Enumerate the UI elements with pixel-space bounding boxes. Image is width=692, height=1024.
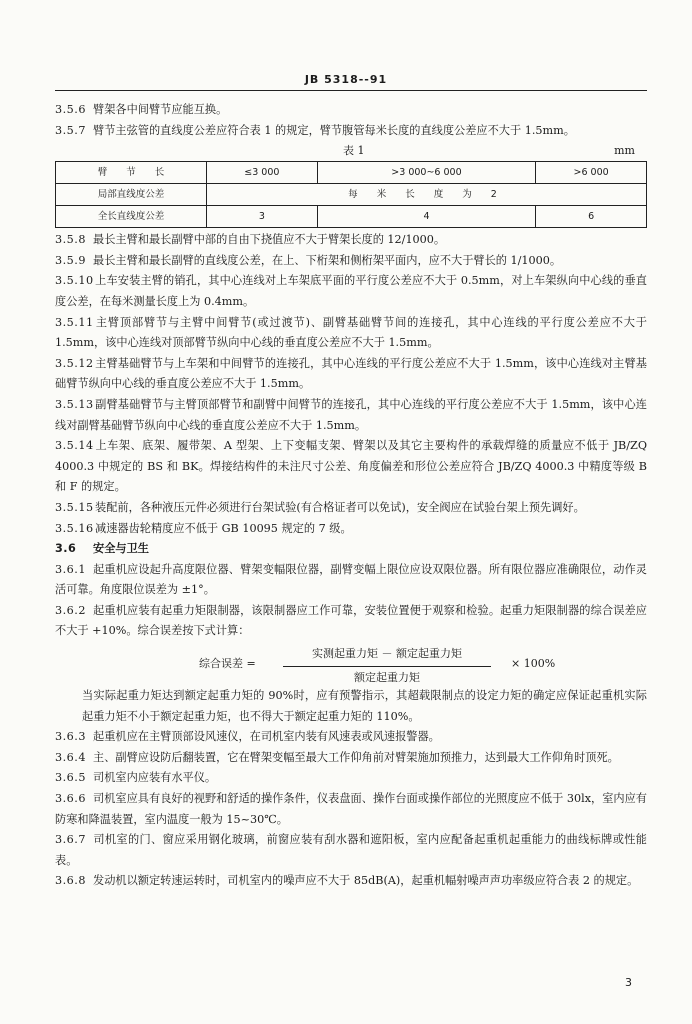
section-title: 安全与卫生 <box>93 542 149 556</box>
clause-text: 司机室应具有良好的视野和舒适的操作条件，仪表盘面、操作台面或操作部位的光照度应不低于 30lx，室内应有防寒和降温装置，室内温度一般为 15~30℃。 <box>55 792 647 826</box>
clause-3-6-6 <box>55 789 647 830</box>
formula-explanation: 当实际起重力矩达到额定起重力矩的 90%时，应有预警指示，其超载限制点的设定力矩的确定应保证起重机实际起重力矩不小于额定起重力矩，也不得大于额定起重力矩的 110%。 <box>82 689 647 723</box>
clause-3-6-2 <box>55 601 647 642</box>
formula-numerator: 实测起重力矩 － 额定起重力矩 <box>312 647 462 661</box>
clause-text: 主臂基础臂节与上车架和中间臂节的连接孔，其中心连线的平行度公差应不大于 1.5mm，该中心连线对主臂基础臂节纵向中心线的垂直度公差应不大于 1.5mm。 <box>55 356 647 391</box>
clause-3-5-12 <box>55 354 647 395</box>
clause-text: 主、副臂应设防后翻装置，它在臂架变幅至最大工作仰角前对臂架施加预推力，达到最大工作仰角时顶死。 <box>93 750 619 764</box>
clause-number: 3.6.5 <box>55 771 86 785</box>
table-header-cell: >6 000 <box>536 162 647 184</box>
clause-number: 3.6.8 <box>55 874 86 888</box>
clause-3-5-11 <box>55 313 647 354</box>
clause-text: 臂节主弦管的直线度公差应符合表 1 的规定，臂节腹管每米长度的直线度公差应不大于 1.5mm。 <box>93 123 575 137</box>
clause-text: 起重机应在主臂顶部设风速仪，在司机室内装有风速表或风速报警器。 <box>93 730 440 744</box>
table-header-cell: 臂 节 长 <box>56 162 207 184</box>
document-header: JB 5318--91 <box>304 73 388 86</box>
clause-3-5-9 <box>55 251 647 272</box>
formula-fraction <box>277 644 497 688</box>
clause-text: 司机室内应装有水平仪。 <box>93 771 217 785</box>
clause-text: 主臂顶部臂节与主臂中间臂节(或过渡节)、副臂基础臂节间的连接孔，其中心连线的平行度公差应不大于 1.5mm，该中心连线对顶部臂节纵向中心线的垂直度公差应不大于 1.5mm。 <box>55 315 647 350</box>
clause-number: 3.5.16 <box>55 521 94 535</box>
page-number: 3 <box>625 976 632 989</box>
clause-text: 装配前，各种液压元件必须进行台架试验(有合格证者可以免试)，安全阀应在试验台架上预先调好。 <box>95 500 585 514</box>
straightness-tolerance-table <box>55 161 647 228</box>
table-title: 表 1 <box>343 144 365 158</box>
section-3-6-heading <box>55 539 647 560</box>
clause-3-6-1 <box>55 560 647 601</box>
header-rule <box>55 90 647 91</box>
clause-number: 3.6.7 <box>55 833 86 847</box>
clause-text: 起重机应设起升高度限位器、臂架变幅限位器，副臂变幅上限位应设双限位器。所有限位器应准确限位，动作灵活可靠。角度限位误差为 ±1°。 <box>55 562 647 597</box>
clause-number: 3.5.13 <box>55 397 94 411</box>
table-header-cell: ≤3 000 <box>207 162 318 184</box>
table-unit: mm <box>614 144 635 158</box>
clause-number: 3.5.7 <box>55 123 86 137</box>
clause-3-5-6 <box>55 100 647 121</box>
clause-3-5-8 <box>55 230 647 251</box>
error-formula <box>55 644 647 684</box>
clause-number: 3.5.14 <box>55 439 94 453</box>
clause-number: 3.5.6 <box>55 103 86 116</box>
clause-3-5-14 <box>55 436 647 498</box>
clause-text: 上车架、底架、履带架、A 型架、上下变幅支架、臂架以及其它主要构件的承载焊缝的质量应不低于 JB/ZQ 4000.3 中规定的 BS 和 BK。焊接结构件的未注尺寸公差、角度偏差和形位公差应符合 JB/ZQ 4000.3 中精度等级 B 和 F 的规定。 <box>55 439 647 494</box>
clause-text: 臂架各中间臂节应能互换。 <box>93 103 228 116</box>
clause-number: 3.5.10 <box>55 274 94 288</box>
clause-number: 3.5.15 <box>55 500 94 514</box>
clause-text: 最长主臂和最长副臂的直线度公差，在上、下桁架和侧桁架平面内，应不大于臂长的 1/1000。 <box>93 253 562 267</box>
formula-lhs: 综合误差 = <box>199 657 256 671</box>
clause-text: 起重机应装有起重力矩限制器，该限制器应工作可靠，安装位置便于观察和检验。起重力矩限制器的综合误差应不大于 +10%。综合误差按下式计算： <box>55 603 647 638</box>
clause-number: 3.5.11 <box>55 315 94 329</box>
clause-text: 司机室的门、窗应采用钢化玻璃，前窗应装有刮水器和遮阳板，室内应配备起重机起重能力的曲线标牌或性能表。 <box>55 833 647 867</box>
clause-3-6-4 <box>55 748 647 769</box>
clause-3-5-7 <box>55 121 647 142</box>
section-number: 3.6 <box>55 542 77 556</box>
clause-number: 3.5.8 <box>55 233 86 247</box>
clause-number: 3.5.9 <box>55 253 86 267</box>
clause-number: 3.6.3 <box>55 730 86 744</box>
clause-number: 3.6.2 <box>55 603 86 617</box>
clause-number: 3.5.12 <box>55 356 94 370</box>
clause-3-5-13 <box>55 395 647 436</box>
clause-text: 发动机以额定转速运转时，司机室内的噪声应不大于 85dB(A)，起重机幅射噪声声功率级应符合表 2 的规定。 <box>93 874 639 888</box>
table-row-label: 全长直线度公差 <box>56 206 207 228</box>
clause-number: 3.6.4 <box>55 750 86 764</box>
clause-text: 上车安装主臂的销孔，其中心连线对上车架底平面的平行度公差应不大于 0.5mm，对上车架纵向中心线的垂直度公差，在每米测量长度上为 0.4mm。 <box>55 274 647 308</box>
clause-3-5-10 <box>55 271 647 312</box>
table-cell: 每 米 长 度 为 2 <box>207 184 647 206</box>
clause-number: 3.6.1 <box>55 562 86 576</box>
clause-text: 最长主臂和最长副臂中部的自由下挠值应不大于臂架长度的 12/1000。 <box>93 233 446 247</box>
clause-3-5-16 <box>55 519 647 540</box>
table-cell: 3 <box>207 206 318 228</box>
table-header-row <box>56 162 647 184</box>
clause-number: 3.6.6 <box>55 792 86 806</box>
clause-3-6-7 <box>55 830 647 871</box>
clause-text: 副臂基础臂节与主臂顶部臂节和副臂中间臂节的连接孔，其中心连线的平行度公差应不大于 1.5mm，该中心连线对副臂基础臂节纵向中心线的垂直度公差应不大于 1.5mm。 <box>55 397 647 432</box>
table-1-caption <box>55 141 647 161</box>
table-row <box>56 184 647 206</box>
table-header-cell: >3 000~6 000 <box>317 162 535 184</box>
table-cell: 6 <box>536 206 647 228</box>
document-body <box>55 100 647 892</box>
table-cell: 4 <box>317 206 535 228</box>
clause-text: 减速器齿轮精度应不低于 GB 10095 规定的 7 级。 <box>95 521 352 535</box>
clause-3-5-15 <box>55 498 647 519</box>
clause-3-6-5 <box>55 768 647 789</box>
clause-3-6-8 <box>55 871 647 892</box>
clause-3-6-3 <box>55 727 647 748</box>
formula-rhs: × 100% <box>511 657 556 671</box>
table-row-label: 局部直线度公差 <box>56 184 207 206</box>
table-row <box>56 206 647 228</box>
formula-denominator: 额定起重力矩 <box>354 670 420 684</box>
